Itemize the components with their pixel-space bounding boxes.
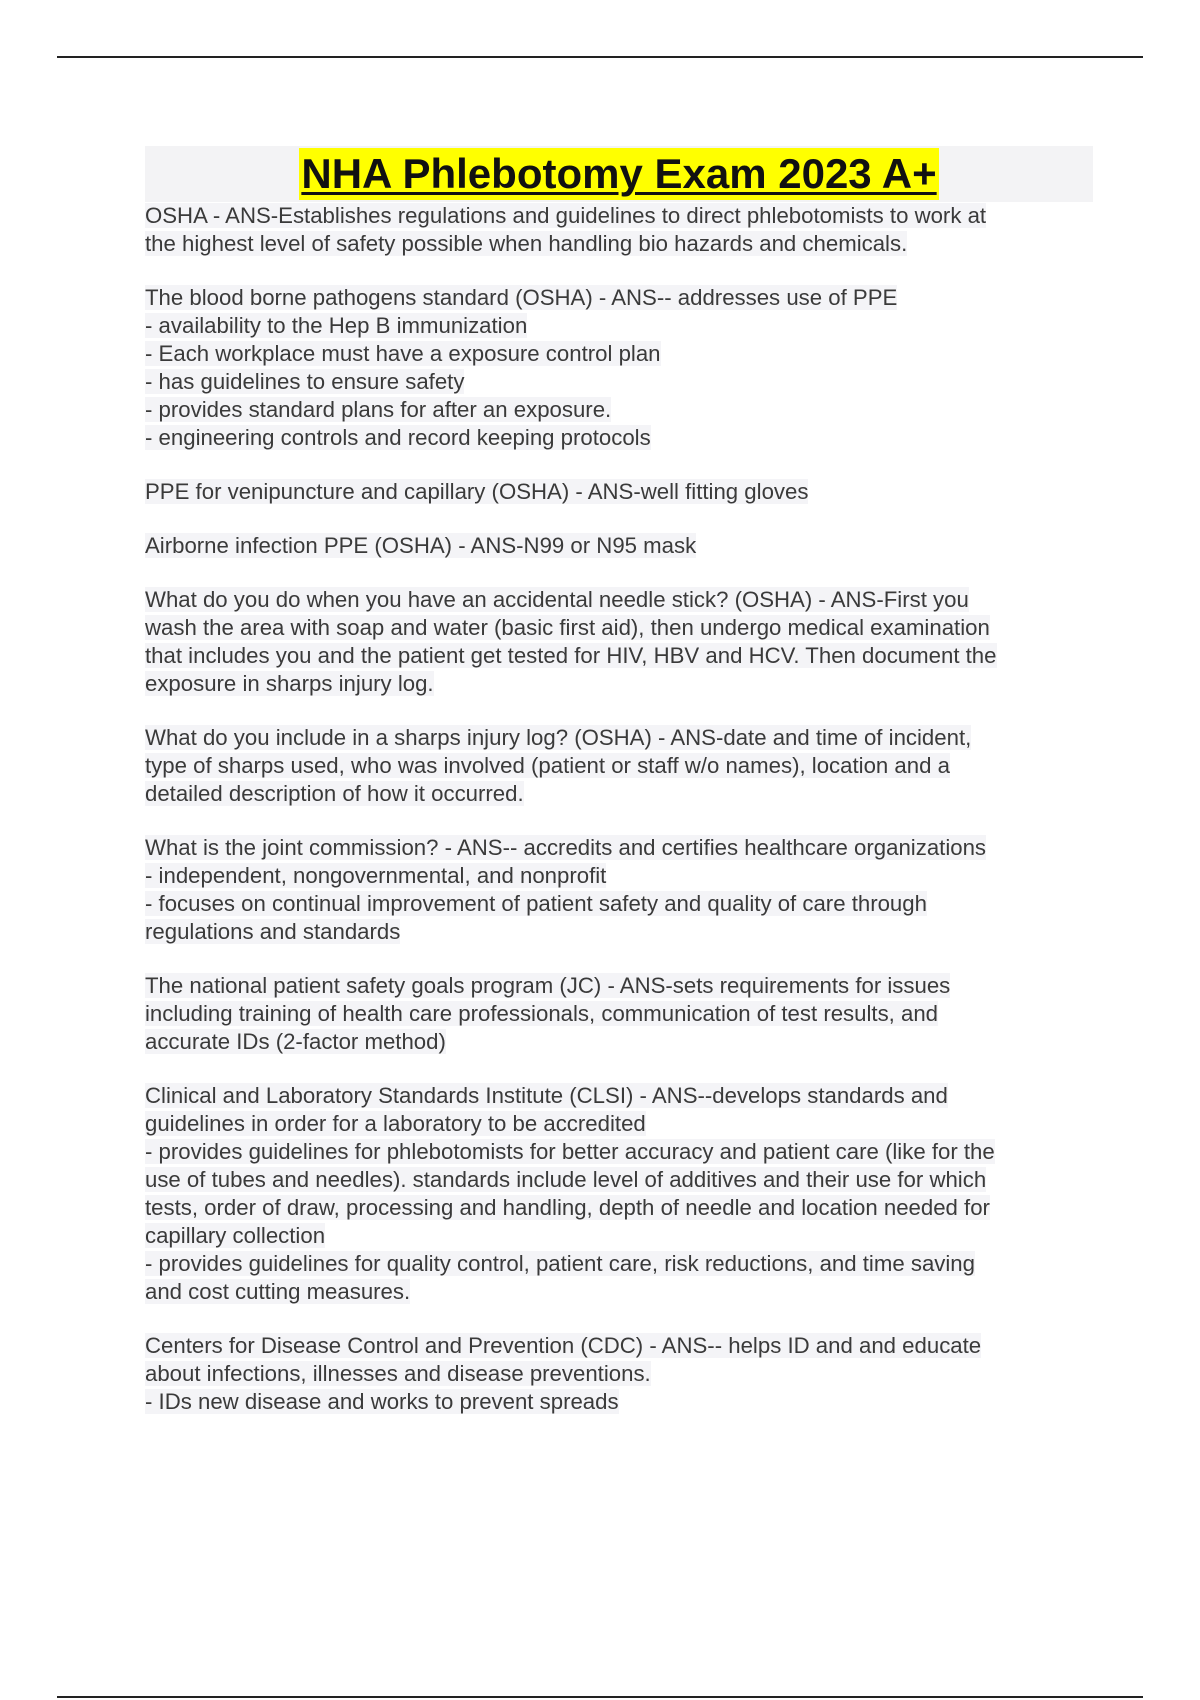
entry-line — [145, 752, 1093, 780]
entry-line — [145, 478, 1093, 506]
entry-line — [145, 396, 1093, 424]
entry-line-text: Centers for Disease Control and Prevention (CDC) - ANS-- helps ID and and educate — [145, 1333, 982, 1358]
entry-line — [145, 1332, 1093, 1360]
entry-line-text: guidelines in order for a laboratory to be accredited — [145, 1111, 646, 1136]
entry-line — [145, 724, 1093, 752]
entry-line — [145, 312, 1093, 340]
qa-entry — [145, 834, 1093, 946]
entry-line — [145, 340, 1093, 368]
entry-line-text: Clinical and Laboratory Standards Institute (CLSI) - ANS--develops standards and — [145, 1083, 948, 1108]
entry-line — [145, 1194, 1093, 1222]
top-rule — [57, 56, 1143, 58]
entry-line — [145, 284, 1093, 312]
entry-line — [145, 780, 1093, 808]
entry-list — [145, 202, 1093, 1416]
entry-line — [145, 1166, 1093, 1194]
entry-line — [145, 1360, 1093, 1388]
qa-entry — [145, 284, 1093, 452]
entry-line-text: about infections, illnesses and disease preventions. — [145, 1361, 651, 1386]
entry-line — [145, 1222, 1093, 1250]
entry-line-text: and cost cutting measures. — [145, 1279, 411, 1304]
document-body — [145, 146, 1093, 1442]
entry-line-text: exposure in sharps injury log. — [145, 671, 434, 696]
entry-line — [145, 1110, 1093, 1138]
entry-line — [145, 368, 1093, 396]
entry-line-text: The blood borne pathogens standard (OSHA) - ANS-- addresses use of PPE — [145, 285, 898, 310]
qa-entry — [145, 532, 1093, 560]
entry-line-text: OSHA - ANS-Establishes regulations and guidelines to direct phlebotomists to work at — [145, 203, 987, 228]
entry-line — [145, 1082, 1093, 1110]
entry-line — [145, 918, 1093, 946]
entry-line-text: - provides guidelines for quality control, patient care, risk reductions, and time saving — [145, 1251, 975, 1276]
entry-line — [145, 614, 1093, 642]
entry-line-text: Airborne infection PPE (OSHA) - ANS-N99 or N95 mask — [145, 533, 697, 558]
entry-line — [145, 670, 1093, 698]
entry-line — [145, 890, 1093, 918]
entry-line-text: - independent, nongovernmental, and nonprofit — [145, 863, 607, 888]
entry-line — [145, 1028, 1093, 1056]
bottom-rule — [57, 1696, 1143, 1698]
entry-line — [145, 1278, 1093, 1306]
entry-line-text: - engineering controls and record keeping protocols — [145, 425, 651, 450]
entry-line-text: - provides standard plans for after an exposure. — [145, 397, 612, 422]
entry-line-text: What do you include in a sharps injury log? (OSHA) - ANS-date and time of incident, — [145, 725, 972, 750]
entry-line — [145, 834, 1093, 862]
entry-line-text: wash the area with soap and water (basic first aid), then undergo medical examination — [145, 615, 990, 640]
entry-line — [145, 532, 1093, 560]
entry-line-text: - provides guidelines for phlebotomists for better accuracy and patient care (like for the — [145, 1139, 995, 1164]
entry-line — [145, 202, 1093, 230]
entry-line — [145, 1000, 1093, 1028]
entry-line — [145, 862, 1093, 890]
entry-line — [145, 972, 1093, 1000]
qa-entry — [145, 478, 1093, 506]
entry-line-text: PPE for venipuncture and capillary (OSHA) - ANS-well fitting gloves — [145, 479, 809, 504]
entry-line-text: including training of health care professionals, communication of test results, and — [145, 1001, 939, 1026]
entry-line-text: detailed description of how it occurred. — [145, 781, 524, 806]
entry-line — [145, 586, 1093, 614]
entry-line-text: The national patient safety goals program (JC) - ANS-sets requirements for issues — [145, 973, 951, 998]
entry-line-text: - availability to the Hep B immunization — [145, 313, 528, 338]
entry-line — [145, 424, 1093, 452]
entry-line — [145, 1388, 1093, 1416]
qa-entry — [145, 1332, 1093, 1416]
entry-line — [145, 642, 1093, 670]
entry-line-text: type of sharps used, who was involved (patient or staff w/o names), location and a — [145, 753, 950, 778]
entry-line-text: What is the joint commission? - ANS-- accredits and certifies healthcare organizations — [145, 835, 987, 860]
qa-entry — [145, 586, 1093, 698]
entry-line-text: regulations and standards — [145, 919, 401, 944]
entry-line-text: What do you do when you have an accidental needle stick? (OSHA) - ANS-First you — [145, 587, 969, 612]
entry-line-text: that includes you and the patient get tested for HIV, HBV and HCV. Then document the — [145, 643, 997, 668]
entry-line-text: use of tubes and needles). standards include level of additives and their use for which — [145, 1167, 987, 1192]
document-title: NHA Phlebotomy Exam 2023 A+ — [299, 148, 938, 200]
entry-line-text: tests, order of draw, processing and handling, depth of needle and location needed for — [145, 1195, 990, 1220]
entry-line-text: capillary collection — [145, 1223, 326, 1248]
entry-line-text: the highest level of safety possible when handling bio hazards and chemicals. — [145, 231, 908, 256]
entry-line-text: - has guidelines to ensure safety — [145, 369, 465, 394]
entry-line-text: - Each workplace must have a exposure control plan — [145, 341, 661, 366]
qa-entry — [145, 1082, 1093, 1306]
entry-line-text: accurate IDs (2-factor method) — [145, 1029, 446, 1054]
entry-line-text: - focuses on continual improvement of patient safety and quality of care through — [145, 891, 927, 916]
qa-entry — [145, 202, 1093, 258]
entry-line — [145, 230, 1093, 258]
qa-entry — [145, 972, 1093, 1056]
qa-entry — [145, 724, 1093, 808]
entry-line — [145, 1250, 1093, 1278]
entry-line — [145, 1138, 1093, 1166]
entry-line-text: - IDs new disease and works to prevent spreads — [145, 1389, 619, 1414]
title-band — [145, 146, 1093, 202]
